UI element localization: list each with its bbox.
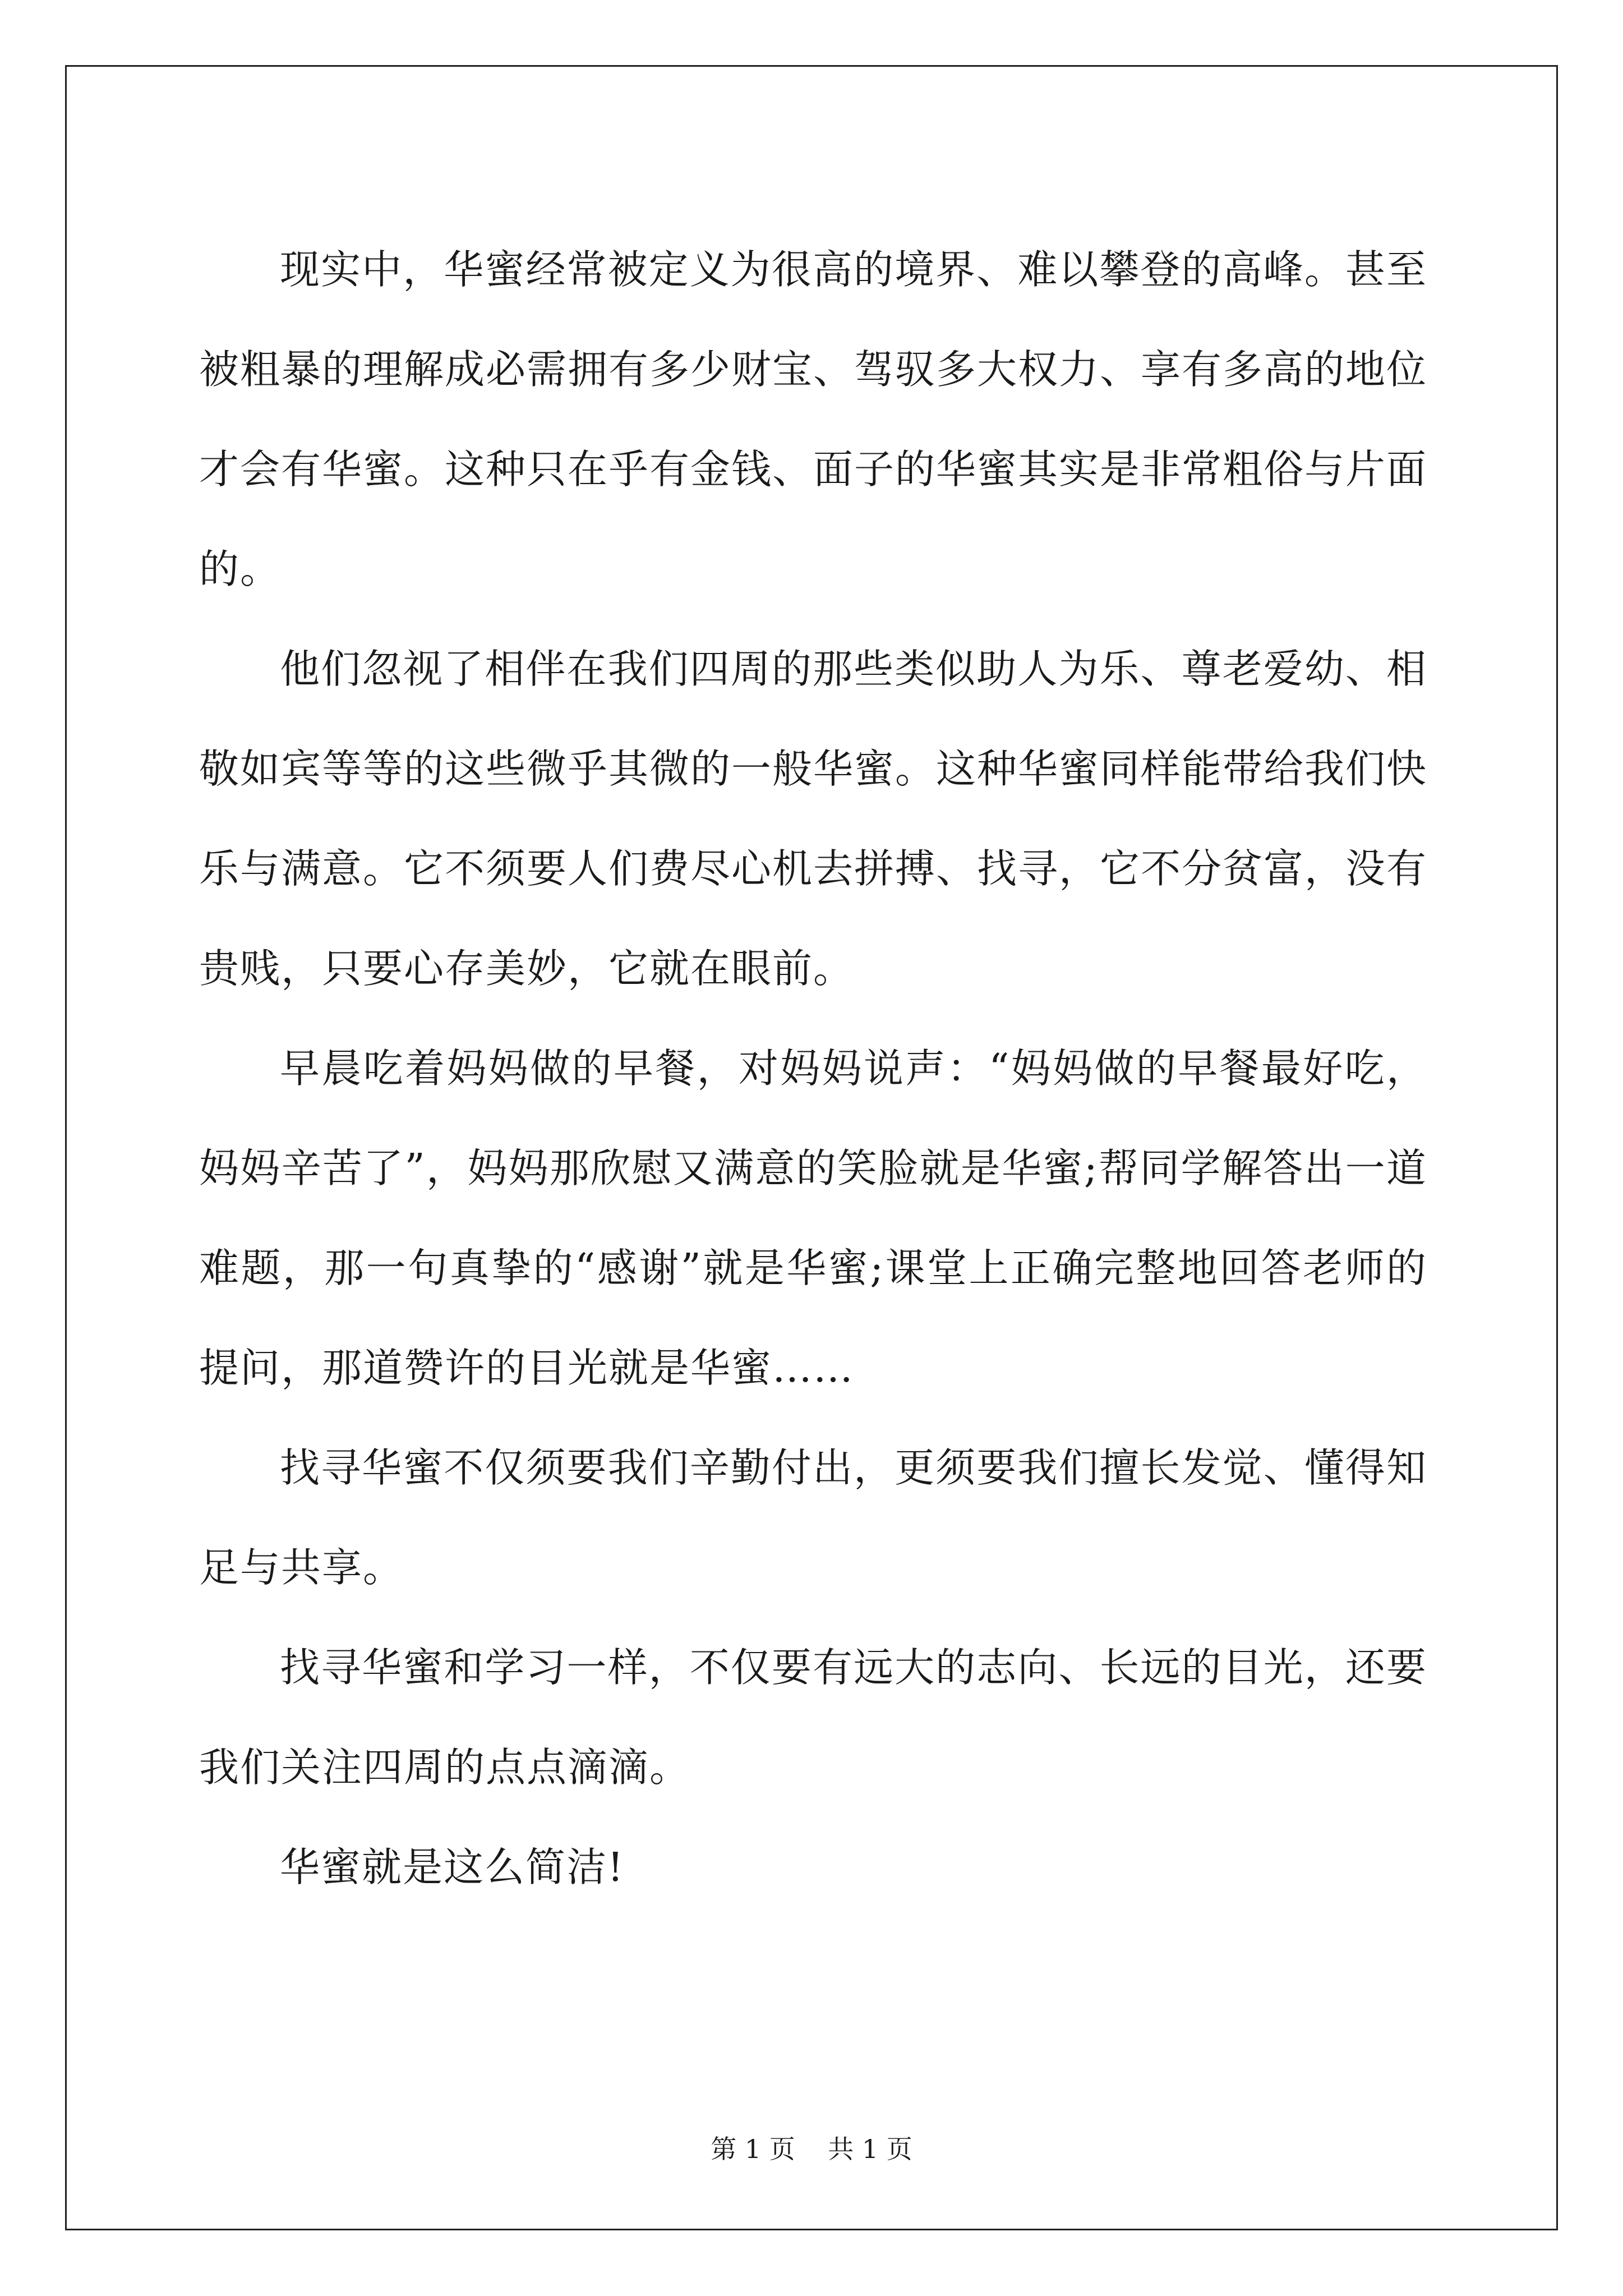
paragraph-4: 找寻华蜜不仅须要我们辛勤付出，更须要我们擅长发觉、懂得知足与共享。 [199,1444,1427,1591]
page-number-footer: 第 1 页 共 1 页 [711,2134,912,2164]
paragraph-1: 现实中，华蜜经常被定义为很高的境界、难以攀登的高峰。甚至被粗暴的理解成必需拥有多少财宝、驾驭多大权力、享有多高的地位才会有华蜜。这种只在乎有金钱、面子的华蜜其实是非常粗俗与片面的。 [199,246,1428,592]
paragraph-3: 早晨吃着妈妈做的早餐，对妈妈说声：“妈妈做的早餐最好吃，妈妈辛苦了”，妈妈那欣慰又满意的笑脸就是华蜜;帮同学解答出一道难题，那一句真挚的“感谢”就是华蜜;课堂上正确完整地回答老师的提问，那道赞许的目光就是华蜜…… [199,1045,1427,1391]
paragraph-5: 找寻华蜜和学习一样，不仅要有远大的志向、长远的目光，还要我们关注四周的点点滴滴。 [199,1644,1427,1791]
paragraph-2: 他们忽视了相伴在我们四周的那些类似助人为乐、尊老爱幼、相敬如宾等等的这些微乎其微的一般华蜜。这种华蜜同样能带给我们快乐与满意。它不须要人们费尽心机去拼搏、找寻，它不分贫富，没有贵贱，只要心存美妙，它就在眼前。 [199,646,1428,992]
document-body [199,220,1427,1917]
paragraph-6: 华蜜就是这么简洁! [280,1844,625,1890]
